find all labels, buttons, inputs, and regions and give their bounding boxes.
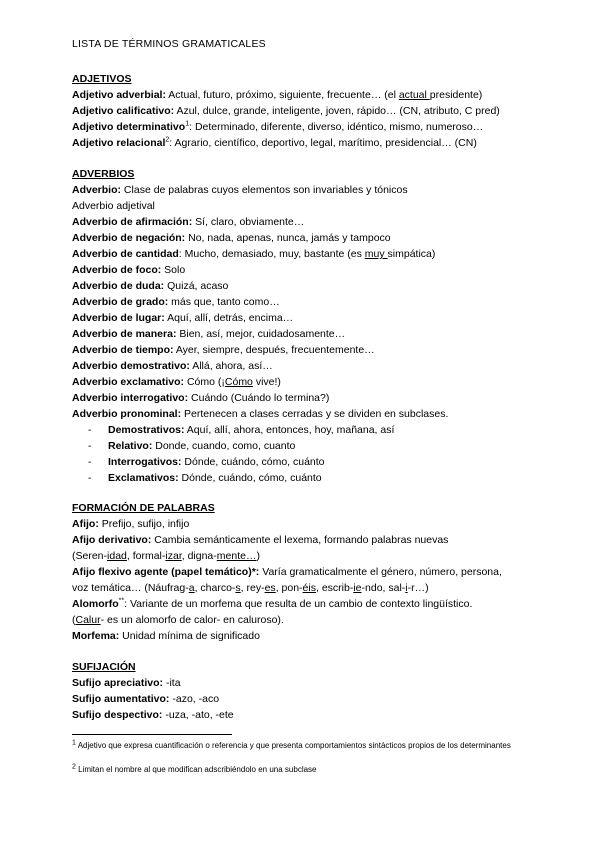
row-afijo-flexivo: Afijo flexivo agente (papel temático)*: Varía gramaticalmente el género, número, persona, [72, 566, 502, 578]
heading-sufijacion: SUFIJACIÓN [72, 661, 136, 673]
row-afijo-derivativo-ejemplos: (Seren-idad, formal-izar, digna-mente…) [72, 550, 260, 562]
row-adverbio-interrogativo: Adverbio interrogativo: Cuándo (Cuándo lo termina?) [72, 392, 330, 404]
row-sufijo-aumentativo: Sufijo aumentativo: -azo, -aco [72, 693, 220, 705]
list-item-relativo: - Relativo: Donde, cuando, como, cuanto [88, 440, 296, 452]
row-alomorfo-ejemplo: (Calur- es un alomorfo de calor- en caluroso). [72, 614, 284, 626]
row-adjetivo-determinativo: Adjetivo determinativo$^1$: Determinado, diferente, diverso, idéntico, mismo, numeroso… [72, 120, 484, 133]
row-adjetivo-adverbial: Adjetivo adverbial: Actual, futuro, próximo, siguiente, frecuente… (el actual presidente) [72, 89, 483, 101]
page-title: LISTA DE TÉRMINOS GRAMATICALES [72, 38, 266, 50]
section-adjetivos [72, 71, 542, 151]
section-sufijacion [72, 659, 542, 723]
section-adverbios [72, 166, 542, 486]
row-adverbio-cantidad: Adverbio de cantidad: Mucho, demasiado, muy, bastante (es muy simpática) [72, 248, 436, 260]
section-formacion [72, 500, 542, 644]
row-adjetivo-relacional: Adjetivo relacional$^2$: Agrario, científico, deportivo, legal, marítimo, presidencial… (CN) [72, 136, 477, 149]
row-alomorfo: Alomorfo**: Variante de un morfema que resulta de un cambio de contexto lingüístico. [72, 597, 473, 610]
list-item-exclamativos: - Exclamativos: Dónde, cuándo, cómo, cuánto [88, 472, 322, 484]
footnote-ref-1[interactable]: 1 [185, 120, 190, 128]
row-adverbio-duda: Adverbio de duda: Quizá, acaso [72, 280, 229, 292]
footnote-ref-2[interactable]: 2 [165, 136, 170, 144]
list-item-interrogativos: - Interrogativos: Dónde, cuándo, cómo, cuánto [88, 456, 325, 468]
row-morfema: Morfema: Unidad mínima de significado [72, 630, 260, 642]
heading-adverbios: ADVERBIOS [72, 168, 135, 180]
row-adverbio-adjetival: Adverbio adjetival [72, 200, 155, 212]
row-adverbio-negacion: Adverbio de negación: No, nada, apenas, nunca, jamás y tampoco [72, 232, 391, 244]
row-adjetivo-calificativo: Adjetivo calificativo: Azul, dulce, grande, inteligente, joven, rápido… (CN, atributo, C pred) [72, 105, 500, 117]
heading-formacion: FORMACIÓN DE PALABRAS [72, 502, 215, 514]
footnote-2: $^2$ Limitan el nombre al que modifican adscribiéndolo en una subclase [72, 763, 317, 774]
row-adverbio-grado: Adverbio de grado: más que, tanto como… [72, 296, 280, 308]
row-afijo-flexivo-ejemplos: voz temática… (Náufrag-a, charco-s, rey-es, pon-éis, escrib-ie-ndo, sal-i-r…) [72, 582, 429, 594]
footnote-1: $^1$ Adjetivo que expresa cuantificación o referencia y que presenta comportamientos sintácticos propios de los determinantes [72, 739, 511, 750]
row-adverbio-demostrativo: Adverbio demostrativo: Allá, ahora, así… [72, 360, 273, 372]
row-adverbio-definicion: Adverbio: Clase de palabras cuyos elementos son invariables y tónicos [72, 184, 408, 196]
heading-adjetivos: ADJETIVOS [72, 73, 132, 85]
row-afijo-derivativo: Afijo derivativo: Cambia semánticamente el lexema, formando palabras nuevas [72, 534, 449, 546]
row-adverbio-afirmacion: Adverbio de afirmación: Sí, claro, obviamente… [72, 216, 305, 228]
row-sufijo-despectivo: Sufijo despectivo: -uza, -ato, -ete [72, 709, 234, 721]
list-item-demostrativos: - Demostrativos: Aquí, allí, ahora, entonces, hoy, mañana, así [88, 424, 395, 436]
footnote-divider [72, 734, 232, 735]
row-adverbio-tiempo: Adverbio de tiempo: Ayer, siempre, después, frecuentemente… [72, 344, 375, 356]
row-adverbio-foco: Adverbio de foco: Solo [72, 264, 186, 276]
row-afijo: Afijo: Prefijo, sufijo, infijo [72, 518, 190, 530]
row-adverbio-lugar: Adverbio de lugar: Aquí, allí, detrás, encima… [72, 312, 294, 324]
row-adverbio-pronominal: Adverbio pronominal: Pertenecen a clases cerradas y se dividen en subclases. [72, 408, 449, 420]
row-adverbio-exclamativo: Adverbio exclamativo: Cómo (¡Cómo vive!) [72, 376, 281, 388]
row-sufijo-apreciativo: Sufijo apreciativo: -ita [72, 677, 181, 689]
row-adverbio-manera: Adverbio de manera: Bien, así, mejor, cuidadosamente… [72, 328, 346, 340]
